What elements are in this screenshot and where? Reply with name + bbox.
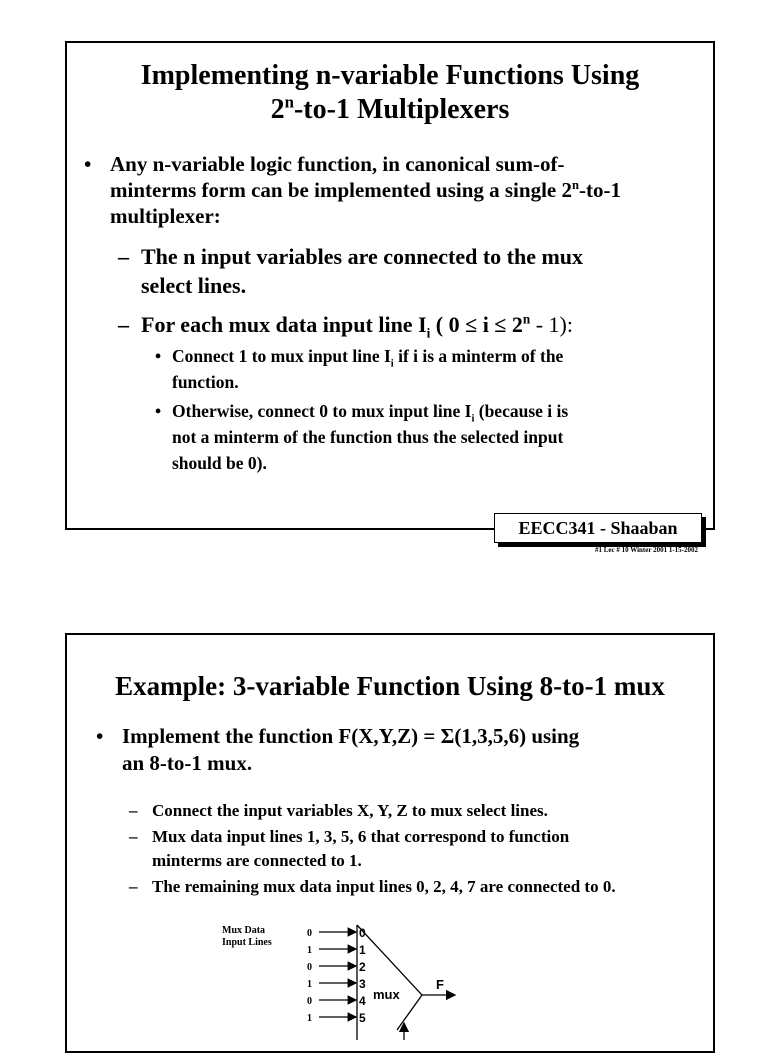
- sub-sub-bullet-2: Otherwise, connect 0 to mux input line $I_i$ (because i is not a minterm of the function thus the selected input should be 0).: [172, 401, 569, 473]
- dash-symbol: –: [129, 801, 138, 820]
- dash-symbol: –: [129, 827, 138, 846]
- example-dash-2: Mux data input lines 1, 3, 5, 6 that correspond to function minterms are connected to 1.: [152, 827, 570, 870]
- mux-label: mux: [373, 987, 400, 1002]
- mux-input-value: 1: [307, 979, 312, 990]
- bullet-symbol: •: [84, 152, 92, 176]
- sub-bullet-1: The n input variables are connected to the mux select lines.: [141, 244, 584, 298]
- slide-1-title: [67, 59, 713, 127]
- mux-input-index: 3: [359, 977, 366, 991]
- mux-input-value: 0: [307, 962, 312, 973]
- bullet-symbol: •: [155, 401, 162, 421]
- output-label: F: [436, 977, 444, 992]
- bullet-1-text: Any n-variable logic function, in canonical sum-of- minterms form can be implemented using a single 2$^n$-to-1 multiplexer:: [110, 152, 621, 228]
- mux-input-value: 0: [307, 928, 312, 939]
- dash-symbol: –: [129, 877, 138, 896]
- mux-input-value: 1: [307, 945, 312, 956]
- mux-body: [357, 925, 422, 1040]
- dash-symbol: –: [118, 244, 129, 269]
- mux-diagram: [297, 920, 537, 1040]
- mux-input-index: 0: [359, 926, 366, 940]
- sub-bullet-2: For each mux data input line $I_i$ ( $0 \le i \le 2^n - 1$):: [141, 311, 573, 341]
- footer-note: #1 Lec # 10 Winter 2001 1-15-2002: [594, 546, 698, 554]
- title-line-2: 2$^n$-to-1 Multiplexers: [270, 92, 510, 125]
- mux-input-value: 0: [307, 996, 312, 1007]
- footer-label: EECC341 - Shaaban: [494, 513, 702, 543]
- mux-data-input-label: Mux Data Input Lines: [222, 925, 272, 948]
- example-dash-1: Connect the input variables X, Y, Z to mux select lines.: [152, 801, 548, 820]
- sub-sub-bullet-1: Connect 1 to mux input line $I_i$ if i is a minterm of the function.: [172, 346, 564, 392]
- mux-input-index: 2: [359, 960, 366, 974]
- example-bullet-1: Implement the function F(X,Y,Z) = Σ(1,3,5,6) using an 8-to-1 mux.: [122, 724, 580, 775]
- mux-input-index: 4: [359, 994, 366, 1008]
- slide-2: [65, 633, 715, 1053]
- dash-symbol: –: [118, 312, 129, 337]
- example-dash-3: The remaining mux data input lines 0, 2, 4, 7 are connected to 0.: [152, 877, 616, 896]
- bullet-symbol: •: [96, 724, 104, 748]
- slide-1: [65, 41, 715, 554]
- mux-input-value: 1: [307, 1013, 312, 1024]
- mux-input-index: 5: [359, 1011, 366, 1025]
- bullet-symbol: •: [155, 346, 162, 366]
- title-line-1: Implementing n-variable Functions Using: [140, 60, 640, 91]
- slide-2-title: Example: 3-variable Function Using 8-to-1 mux: [115, 671, 665, 701]
- mux-input-index: 1: [359, 943, 366, 957]
